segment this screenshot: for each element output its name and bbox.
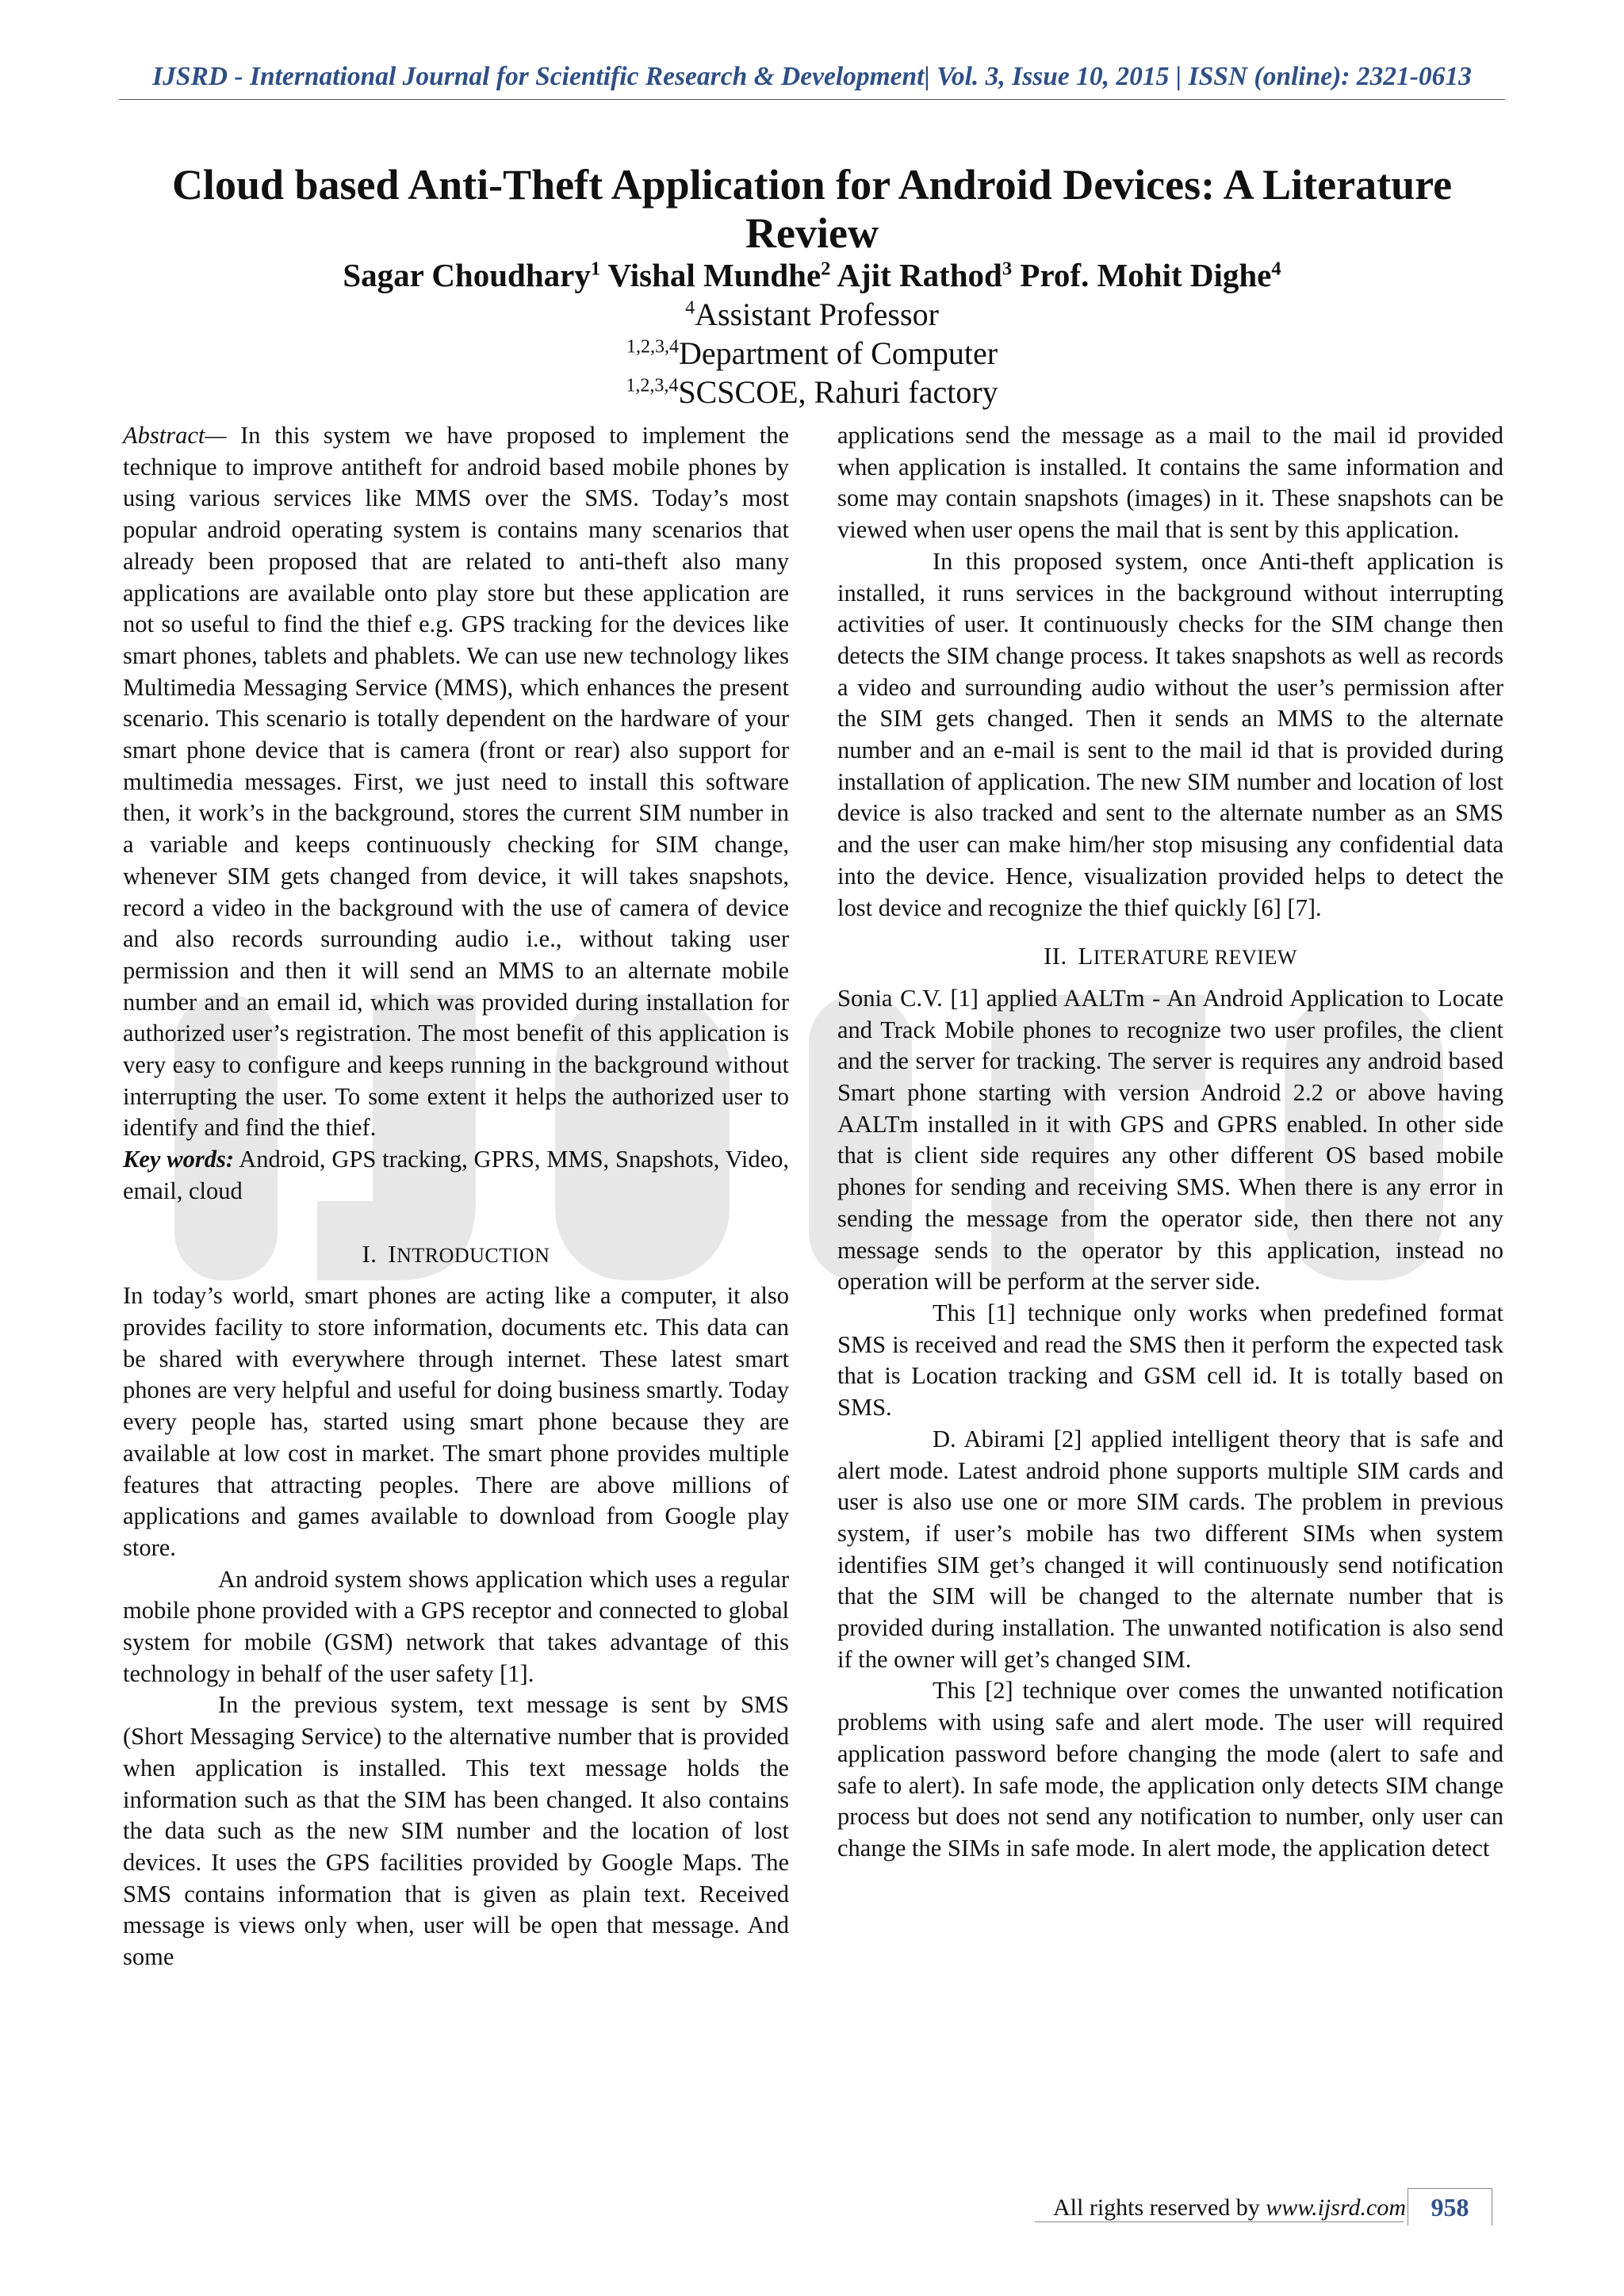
- left-column: [123, 420, 789, 1973]
- keywords-label: Key words:: [123, 1146, 235, 1173]
- author-sup: 3: [1002, 258, 1013, 280]
- author-name: Vishal Mundhe: [607, 257, 822, 293]
- abstract: [123, 420, 789, 1144]
- paragraph: In this proposed system, once Anti-theft application is installed, it runs services in the background without interrupting activities of user. It continuously checks for the SIM change then detects the SIM change process. It takes snapshots as well as records a video and surrounding audio without the user’s permission after the SIM gets changed. Then it sends an MMS to the alternate number and an e-mail is sent to the mail id that is provided during installation of application. The new SIM number and location of lost device is also tracked and sent to the alternate number as an SMS and the user can make him/her stop misusing any confidential data into the device. Hence, visualization provided helps to detect the lost device and recognize the thief quickly [6] [7].: [837, 547, 1503, 921]
- affiliation-sup: 4: [685, 297, 695, 319]
- keywords: [123, 1144, 789, 1207]
- paragraph: In the previous system, text message is sent by SMS (Short Messaging Service) to the alternative number that is provided when application is installed. This text message holds the information such as that the SIM has been changed. It also contains the data such as the new SIM number and the location of lost devices. It uses the GPS facilities provided by Google Maps. The SMS contains information that is given as plain text. Received message is views only when, user will be open that message. And some: [123, 1691, 789, 1971]
- footer-divider: [1035, 2221, 1404, 2222]
- section-numeral: I.: [362, 1240, 377, 1268]
- author-name: Sagar Choudhary: [343, 257, 591, 293]
- section-first-letter: I: [388, 1240, 397, 1268]
- paragraph: Sonia C.V. [1] applied AALTm - An Android Application to Locate and Track Mobile phones to recognize two user profiles, the client and the server for tracking. The server is requires any android based Smart phone starting with version Android 2.2 or above having AALTm installed in it with GPS and GPRS enabled. In other side that is client side requires any other different OS based mobile phones for sending and receiving SMS. When there is any error in sending the message from the operator side, then there not any message sends to the operator by this application, instead no operation will be perform at the server side.: [837, 984, 1503, 1295]
- paragraph: This [1] technique only works when predefined format SMS is received and read the SMS then it perform the expected task that is Location tracking and GSM cell id. It is totally based on SMS.: [837, 1299, 1503, 1422]
- paragraph: An android system shows application which uses a regular mobile phone provided with a GPS receptor and connected to global system for mobile (GSM) network that takes advantage of this technology in behalf of the user safety [1].: [123, 1565, 789, 1687]
- section-heading-literature-review: [837, 941, 1503, 974]
- affiliation-sup: 1,2,3,4: [626, 375, 679, 396]
- paper-title: Cloud based Anti-Theft Application for Android Devices: A Literature Review: [171, 161, 1453, 257]
- paragraph: In today’s world, smart phones are acting like a computer, it also provides facility to store information, documents etc. This data can be shared with everywhere through internet. These latest smart phones are very helpful and useful for doing business smartly. Today every people has, started using smart phone because they are available at low cost in market. The smart phone provides multiple features that attracting peoples. There are above millions of applications and games available to download from Google play store.: [123, 1282, 789, 1561]
- footer-rights: [1053, 2195, 1406, 2221]
- paragraph: applications send the message as a mail to the mail id provided when application is installed. It contains the same information and some may contain snapshots (images) in it. These snapshots can be viewed when user opens the mail that is sent by this application.: [837, 422, 1503, 544]
- author-sup: 4: [1271, 258, 1281, 280]
- author-list: [0, 256, 1624, 294]
- author-name: Prof. Mohit Dighe: [1020, 257, 1272, 293]
- affiliation-sup: 1,2,3,4: [626, 336, 679, 358]
- author-name: Ajit Rathod: [837, 257, 1002, 293]
- author-sup: 1: [590, 258, 601, 280]
- affiliation-line: [0, 296, 1624, 334]
- affiliation-line: [0, 373, 1624, 411]
- section-title-rest: ITERATURE REVIEW: [1093, 946, 1297, 970]
- header-divider: [119, 99, 1505, 100]
- affiliation-text: Assistant Professor: [695, 297, 939, 332]
- page-number: 958: [1408, 2188, 1492, 2225]
- footer-url-link[interactable]: www.ijsrd.com: [1266, 2195, 1406, 2221]
- section-first-letter: L: [1078, 943, 1094, 970]
- paragraph: D. Abirami [2] applied intelligent theory that is safe and alert mode. Latest android phone supports multiple SIM cards and user is also use one or more SIM cards. The problem in previous system, if user’s mobile has two different SIMs when system identifies SIM get’s changed it will continuously send notification that the SIM will be changed to the alternate number that is provided during installation. The unwanted notification is also send if the owner will get’s changed SIM.: [837, 1425, 1503, 1673]
- section-numeral: II.: [1044, 943, 1067, 970]
- footer-rights-text: All rights reserved by: [1053, 2195, 1266, 2221]
- right-column: [837, 420, 1503, 1865]
- journal-header: IJSRD - International Journal for Scientific Research & Development| Vol. 3, Issue 10, 2015 | ISSN (online): 2321-0613: [152, 62, 1472, 91]
- affiliation-line: [0, 335, 1624, 373]
- abstract-label: Abstract—: [123, 422, 227, 449]
- section-heading-introduction: [123, 1239, 789, 1272]
- affiliation-text: SCSCOE, Rahuri factory: [678, 374, 998, 410]
- author-sup: 2: [821, 258, 831, 280]
- abstract-text: In this system we have proposed to implement the technique to improve antitheft for android based mobile phones by using various services like MMS over the SMS. Today’s most popular android operating system is contains many scenarios that already been proposed that are related to anti-theft also many applications are available onto play store but these application are not so useful to find the thief e.g. GPS tracking for the devices like smart phones, tablets and phablets. We can use new technology likes Multimedia Messaging Service (MMS), which enhances the present scenario. This scenario is totally dependent on the hardware of your smart phone device that is camera (front or rear) also support for multimedia messages. First, we just need to install this software then, it work’s in the background, stores the current SIM number in a variable and keeps continuously checking for SIM change, whenever SIM gets changed from device, it will takes snapshots, record a video in the background with the use of camera of device and also records surrounding audio i.e., without taking user permission and then it will send an MMS to an alternate mobile number and an email id, which was provided during installation for authorized user’s registration. The most benefit of this application is very easy to configure and keeps running in the background without interrupting the user. To some extent it helps the authorized user to identify and find the thief.: [123, 422, 789, 1142]
- paragraph: This [2] technique over comes the unwanted notification problems with using safe and alert mode. The user will required application password before changing the mode (alert to safe and safe to alert). In safe mode, the application only detects SIM change process but does not send any notification to number, only user can change the SIMs in safe mode. In alert mode, the application detect: [837, 1677, 1503, 1862]
- keywords-text: Android, GPS tracking, GPRS, MMS, Snapshots, Video, email, cloud: [123, 1146, 789, 1204]
- affiliation-text: Department of Computer: [678, 335, 998, 371]
- section-title-rest: NTRODUCTION: [396, 1243, 550, 1267]
